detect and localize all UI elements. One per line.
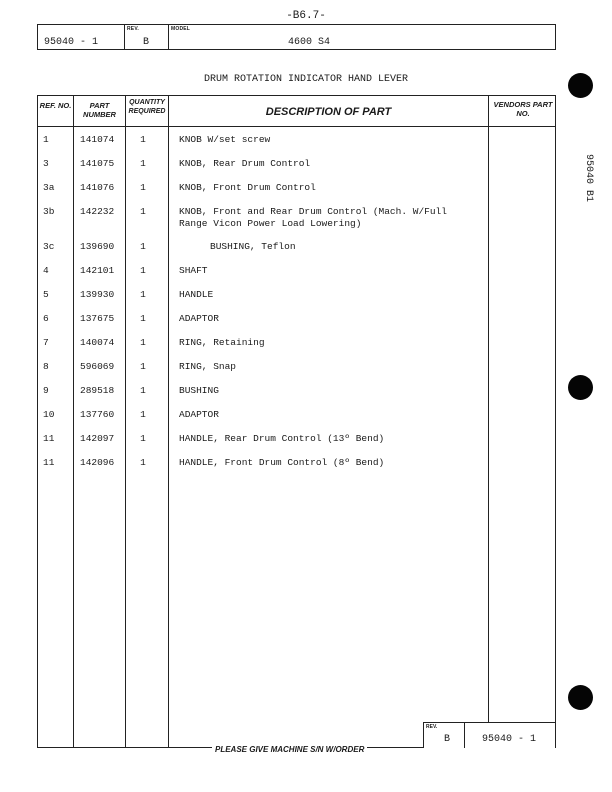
bottom-rev-value: B bbox=[444, 734, 451, 745]
quantity-cell: 1 bbox=[140, 265, 146, 276]
section-title: DRUM ROTATION INDICATOR HAND LEVER bbox=[203, 74, 409, 85]
description-cell: KNOB, Rear Drum Control bbox=[179, 158, 311, 169]
description-cell: ADAPTOR bbox=[179, 409, 219, 420]
bottom-doc-number: 95040 - 1 bbox=[482, 734, 537, 745]
part-number-cell: 141074 bbox=[80, 134, 115, 145]
side-identifier: 95040 B1 bbox=[583, 154, 594, 203]
description-cell: HANDLE, Front Drum Control (8º Bend) bbox=[179, 457, 385, 468]
description-cell: KNOB, Front and Rear Drum Control (Mach. W/Full Range Vicon Power Load Lowering) bbox=[179, 206, 447, 229]
part-number-cell: 142232 bbox=[80, 206, 115, 217]
quantity-cell: 1 bbox=[140, 433, 146, 444]
part-number-cell: 137760 bbox=[80, 409, 115, 420]
description-cell: RING, Retaining bbox=[179, 337, 265, 348]
ref-cell: 4 bbox=[43, 265, 49, 276]
part-number-cell: 141075 bbox=[80, 158, 115, 169]
quantity-cell: 1 bbox=[140, 134, 146, 145]
part-number-cell: 139690 bbox=[80, 241, 115, 252]
ref-cell: 8 bbox=[43, 361, 49, 372]
header-rev-caption: REV. bbox=[127, 26, 140, 32]
punch-hole-top bbox=[568, 73, 593, 98]
bottom-rev-box bbox=[423, 722, 556, 748]
quantity-cell: 1 bbox=[140, 361, 146, 372]
part-number-cell: 137675 bbox=[80, 313, 115, 324]
quantity-cell: 1 bbox=[140, 182, 146, 193]
part-number-cell: 142096 bbox=[80, 457, 115, 468]
header-vendors-part-no: VENDORS PART NO. bbox=[493, 100, 553, 118]
part-number-cell: 142097 bbox=[80, 433, 115, 444]
page-number: -B6.7- bbox=[286, 10, 326, 22]
description-cell: BUSHING bbox=[179, 385, 219, 396]
quantity-cell: 1 bbox=[140, 158, 146, 169]
header-ref-no: REF. NO. bbox=[39, 101, 72, 110]
part-number-cell: 141076 bbox=[80, 182, 115, 193]
header-box bbox=[37, 24, 556, 50]
part-number-cell: 140074 bbox=[80, 337, 115, 348]
header-model-caption: MODEL bbox=[171, 26, 191, 32]
parts-table bbox=[37, 95, 556, 748]
header-doc-number: 95040 - 1 bbox=[44, 37, 99, 48]
ref-cell: 5 bbox=[43, 289, 49, 300]
description-cell: ADAPTOR bbox=[179, 313, 219, 324]
ref-cell: 3c bbox=[43, 241, 55, 252]
description-cell: RING, Snap bbox=[179, 361, 237, 372]
ref-cell: 6 bbox=[43, 313, 49, 324]
punch-hole-bottom bbox=[568, 685, 593, 710]
punch-hole-middle bbox=[568, 375, 593, 400]
ref-cell: 3b bbox=[43, 206, 55, 217]
ref-cell: 9 bbox=[43, 385, 49, 396]
description-cell: BUSHING, Teflon bbox=[210, 241, 296, 252]
quantity-cell: 1 bbox=[140, 337, 146, 348]
description-cell: HANDLE, Rear Drum Control (13º Bend) bbox=[179, 433, 385, 444]
ref-cell: 11 bbox=[43, 433, 55, 444]
ref-cell: 11 bbox=[43, 457, 55, 468]
header-quantity-required: QUANTITY REQUIRED bbox=[128, 99, 166, 115]
part-number-cell: 139930 bbox=[80, 289, 115, 300]
bottom-rev-caption: REV. bbox=[426, 724, 438, 730]
quantity-cell: 1 bbox=[140, 457, 146, 468]
description-cell: SHAFT bbox=[179, 265, 208, 276]
header-description: DESCRIPTION OF PART bbox=[265, 106, 392, 118]
quantity-cell: 1 bbox=[140, 385, 146, 396]
part-number-cell: 289518 bbox=[80, 385, 115, 396]
part-number-cell: 142101 bbox=[80, 265, 115, 276]
ref-cell: 1 bbox=[43, 134, 49, 145]
ref-cell: 3 bbox=[43, 158, 49, 169]
quantity-cell: 1 bbox=[140, 313, 146, 324]
part-number-cell: 596069 bbox=[80, 361, 115, 372]
description-cell: KNOB, Front Drum Control bbox=[179, 182, 316, 193]
header-model-value: 4600 S4 bbox=[288, 37, 331, 48]
quantity-cell: 1 bbox=[140, 289, 146, 300]
quantity-cell: 1 bbox=[140, 241, 146, 252]
header-part-number: PART NUMBER bbox=[83, 101, 116, 119]
description-cell: KNOB W/set screw bbox=[179, 134, 271, 145]
ref-cell: 7 bbox=[43, 337, 49, 348]
ref-cell: 3a bbox=[43, 182, 55, 193]
quantity-cell: 1 bbox=[140, 206, 146, 217]
footer-note: PLEASE GIVE MACHINE S/N W/ORDER bbox=[212, 745, 367, 754]
ref-cell: 10 bbox=[43, 409, 55, 420]
quantity-cell: 1 bbox=[140, 409, 146, 420]
header-rev-value: B bbox=[143, 37, 150, 48]
description-cell: HANDLE bbox=[179, 289, 214, 300]
